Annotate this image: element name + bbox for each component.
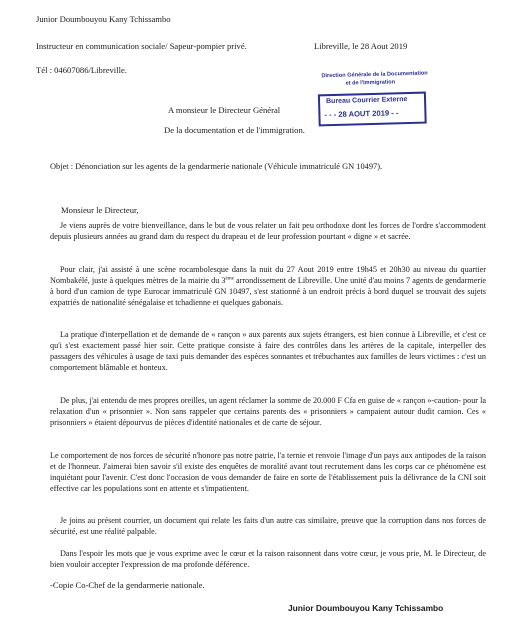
superscript-eme: ème [225, 276, 234, 282]
stamp-date: - - - 28 AOUT 2019 - - [324, 108, 399, 120]
paragraph-2-end: arrondissement de Libreville. Une unité d'au moins 7 agents de gendarmerie à bord d'un camion de type Eurocar immatriculé GN 10497, s'est stationné à un endroit précis à bord duquel se trouvait des sujets expatriés de nationalité sénégalaise et tchadienne et quelques gabonais. [50, 275, 486, 307]
paragraph-2 [50, 265, 486, 309]
sender-phone: Tél : 04607086/Libreville. [36, 65, 127, 75]
place-date: Libreville, le 28 Aout 2019 [314, 41, 408, 51]
stamp-line-2: et de l'Immigration [345, 79, 396, 87]
sender-role: Instructeur en communication sociale/ Sapeur-pompier privé. [36, 41, 247, 51]
stamp-line-1: Direction Générale de la Documentation [321, 70, 428, 80]
paragraph-2-start: Pour clair, j'ai assisté à une scène rocambolesque dans la nuit du 27 Aout 2019 entre 19h45 et 20h30 au niveau du quartier Nombakélé, juste à quelques mètres de la mairie du 3 [50, 265, 486, 285]
copy-line: -Copie Co-Chef de la gendarmerie nationale. [50, 580, 205, 590]
paragraph-6: Je joins au présent courrier, un document qui relate les faits d'un autre cas similaire, preuve que la corruption dans nos forces de sécurité, est une réalité palpable. [50, 516, 486, 536]
paragraph-5: Le comportement de nos forces de sécurité n'honore pas notre patrie, l'a ternie et renvoie l'image d'un pays aux antipodes de la raison et de l'honneur. J'aimerai bien savoir s'il existe des enquêtes de moralité avant tout recrutement dans les corps car ce phénomène est inquiétant pour l'avenir. C'est donc l'occasion de vous demander de faire en sorte de l'établissement puis la délivrance de la CNI soit effective car les populations sont en attente et s'impatientent. [50, 451, 486, 493]
sender-name: Junior Doumbouyou Kany Tchissambo [36, 14, 171, 24]
paragraph-3: La pratique d'interpellation et de demande de « rançon » aux parents aux sujets étrangers, est bien connue à Libreville, et c'est ce qu'i s'est exactement passé hier soir. Cette pratique consiste à faire des contrôles dans les artères de la capitale, interpeller des passagers des véhicules à usage de taxi puis demander des espèces sonnantes et trébuchantes aux familles de leurs victimes : c'est un comportement blâmable et honteux. [50, 330, 486, 372]
salutation: Monsieur le Directeur, [61, 205, 139, 215]
letter-object: Objet : Dénonciation sur les agents de la gendarmerie nationale (Véhicule immatriculé GN 10497). [50, 162, 383, 171]
stamp-line-3: Bureau Courrier Externe [325, 96, 408, 106]
reception-stamp [315, 69, 426, 128]
paragraph-7: Dans l'espoir les mots que je vous exprime avec le cœur et la raison raisonnent dans votre cœur, je vous prie, M. le Directeur, de bien vouloir accepter l'expression de ma profonde déférence. [50, 549, 486, 569]
recipient-line-1: A monsieur le Directeur Général [168, 105, 281, 115]
paragraph-4: De plus, j'ai entendu de mes propres oreilles, un agent réclamer la somme de 20.000 F Cfa en guise de « rançon »-caution- pour la relaxation d'un « prisonnier ». Non sans rappeler que certains parents des « prisonniers » campaient autour dudit camion. Ces « prisonniers » étaient dépourvus de pièces d'identité nationales et de carte de séjour. [50, 396, 486, 427]
paragraph-1: Je viens auprès de votre bienveillance, dans le but de vous relater un fait peu orthodoxe dont les forces de l'ordre s'accommodent depuis plusieurs années au grand dam du respect du drapeau et de leur profession pourtant « digne » et sacrée. [50, 221, 486, 241]
recipient-line-2: De la documentation et de l'immigration. [164, 125, 305, 135]
signature: Junior Doumbouyou Kany Tchissambo [288, 603, 444, 613]
